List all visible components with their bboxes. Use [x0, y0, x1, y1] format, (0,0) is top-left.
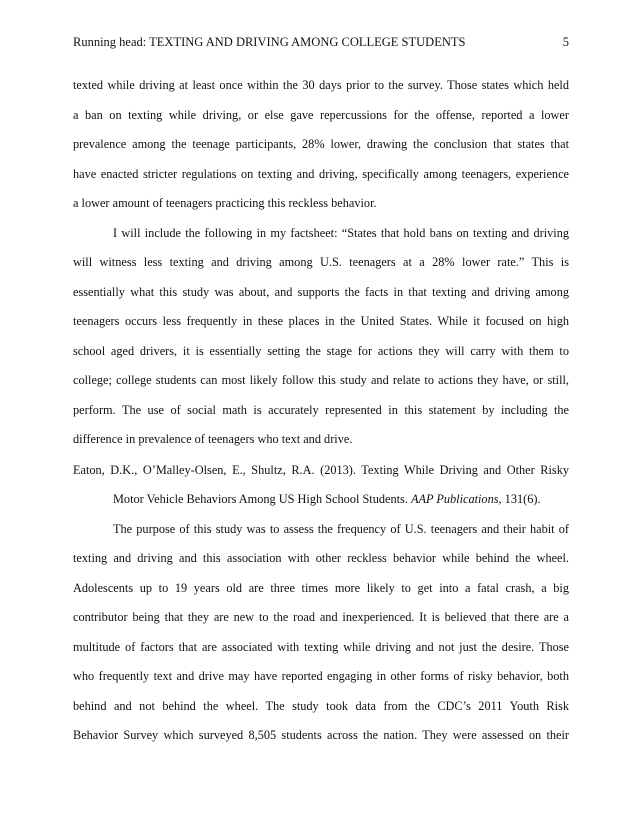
document-body [73, 71, 569, 751]
text-line: multitude of factors that are associated with texting while driving and not just the desire. Those [73, 639, 569, 654]
text-line: a ban on texting while driving, or else gave repercussions for the offense, reported a lower [73, 107, 569, 122]
text-line: perform. The use of social math is accurately represented in this statement by including the [73, 402, 569, 417]
text-line: I will include the following in my factsheet: “States that hold bans on texting and driving [113, 225, 569, 240]
reference-text: Motor Vehicle Behaviors Among US High School Students. [113, 492, 411, 506]
reference-line: Eaton, D.K., O’Malley-Olsen, E., Shultz, R.A. (2013). Texting While Driving and Other Risky [73, 462, 569, 477]
reference-text: 131(6). [501, 492, 541, 506]
text-line: essentially what this study was about, and supports the facts in that texting and driving among [73, 284, 569, 299]
running-head: Running head: TEXTING AND DRIVING AMONG COLLEGE STUDENTS [73, 35, 466, 49]
text-line: texting and driving and this association with other reckless behavior while behind the wheel. [73, 551, 569, 565]
text-line: texted while driving at least once within the 30 days prior to the survey. Those states which held [73, 78, 569, 92]
text-line: difference in prevalence of teenagers who text and drive. [73, 432, 353, 446]
text-line: college; college students can most likely follow this study and relate to actions they have, or still, [73, 373, 569, 387]
reference-line [73, 485, 569, 515]
paragraph-study-summary [73, 515, 569, 751]
text-line: have enacted stricter regulations on texting and driving, specifically among teenagers, experience [73, 166, 569, 181]
paragraph-continuation [73, 71, 569, 219]
text-line: Behavior Survey which surveyed 8,505 students across the nation. They were assessed on their [73, 728, 569, 742]
text-line: who frequently text and drive may have reported engaging in other forms of risky behavior, both [73, 669, 569, 683]
text-line: The purpose of this study was to assess the frequency of U.S. teenagers and their habit of [113, 521, 569, 536]
page-header [73, 35, 569, 55]
paragraph-factsheet [73, 219, 569, 455]
text-line: will witness less texting and driving among U.S. teenagers at a 28% lower rate.” This is [73, 255, 569, 269]
text-line: contributor being that they are new to the road and inexperienced. It is believed that there are a [73, 610, 569, 624]
page-number: 5 [562, 35, 569, 49]
text-line: prevalence among the teenage participants, 28% lower, drawing the conclusion that states that [73, 137, 569, 151]
journal-title: AAP Publications, [410, 492, 502, 506]
text-line: teenagers occurs less frequently in these places in the United States. While it focused on high [73, 314, 569, 328]
text-line: a lower amount of teenagers practicing this reckless behavior. [73, 196, 377, 210]
text-line: behind and not behind the wheel. The study took data from the CDC’s 2011 Youth Risk [73, 698, 569, 713]
text-line: school aged drivers, it is essentially setting the stage for actions they will carry with them to [73, 343, 569, 358]
text-line: Adolescents up to 19 years old are three times more likely to get into a fatal crash, a big [73, 580, 569, 595]
reference-entry [73, 456, 569, 515]
